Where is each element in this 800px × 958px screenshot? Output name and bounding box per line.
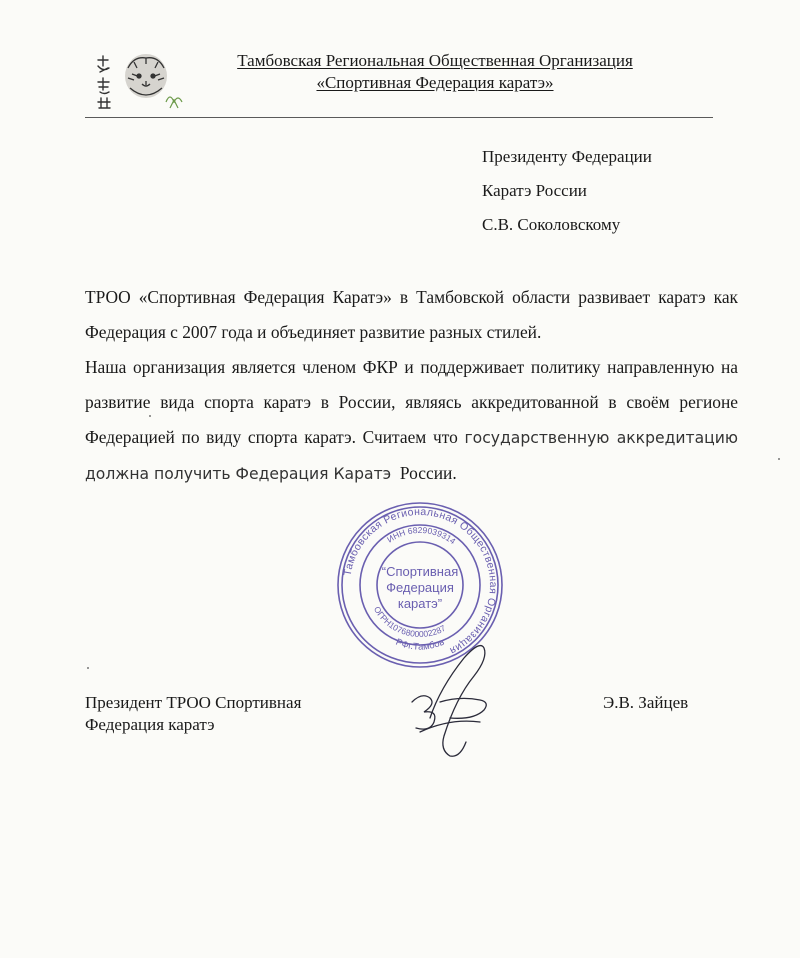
header-divider xyxy=(85,117,713,118)
paper-speck xyxy=(87,667,89,669)
body-paragraph-2 xyxy=(85,350,738,492)
addressee-line1: Президенту Федерации xyxy=(482,147,652,166)
stamp-ogrn-text: ОГРН1076800002287 xyxy=(371,604,448,640)
signatory-title-line1: Президент ТРОО Спортивная xyxy=(85,693,302,712)
org-name-line1: Тамбовская Региональная Общественная Организация xyxy=(237,51,633,70)
addressee-line3: С.В. Соколовскому xyxy=(482,215,621,234)
signatory-title xyxy=(85,692,301,736)
signatory-name: Э.В. Зайцев xyxy=(603,693,689,712)
stamp-center-line2: Федерация xyxy=(386,580,454,595)
addressee-line2: Каратэ России xyxy=(482,181,587,200)
body-paragraph-1: ТРОО «Спортивная Федерация Каратэ» в Тамбовской области развивает каратэ как Федерация с 2007 года и объединяет развитие разных стилей. xyxy=(85,287,738,342)
letter-body xyxy=(85,280,738,492)
signatory-title-line2: Федерация каратэ xyxy=(85,715,215,734)
body-paragraph-2-text: Наша организация является членом ФКР и поддерживает политику направленную на развитие вида спорта каратэ в России, являясь аккредитованной в своём регионе Федерацией по виду спорта каратэ. Считаем что xyxy=(85,357,738,447)
handwritten-signature-icon xyxy=(400,632,510,762)
organization-header xyxy=(200,50,670,94)
stamp-city-text: РФг.Тамбов xyxy=(393,636,447,653)
body-paragraph-2-sans-text: государственную аккредитацию должна получить Федерация Каратэ xyxy=(85,429,739,483)
stamp-center-line3: каратэ” xyxy=(397,596,443,611)
stamp-center-line1: “Спортивная xyxy=(381,564,459,579)
stamp-inn-text: ИНН 6829039314 xyxy=(385,524,458,547)
stamp-outer-text: Тамбовская Региональная Общественная Организация xyxy=(341,505,500,657)
paper-speck xyxy=(149,415,151,417)
org-name-line2: «Спортивная Федерация каратэ» xyxy=(316,73,554,92)
tiger-calligraphy-logo-icon xyxy=(88,50,198,120)
paper-speck xyxy=(778,458,780,460)
body-paragraph-2-end: России. xyxy=(399,463,457,483)
addressee-block xyxy=(482,146,652,248)
